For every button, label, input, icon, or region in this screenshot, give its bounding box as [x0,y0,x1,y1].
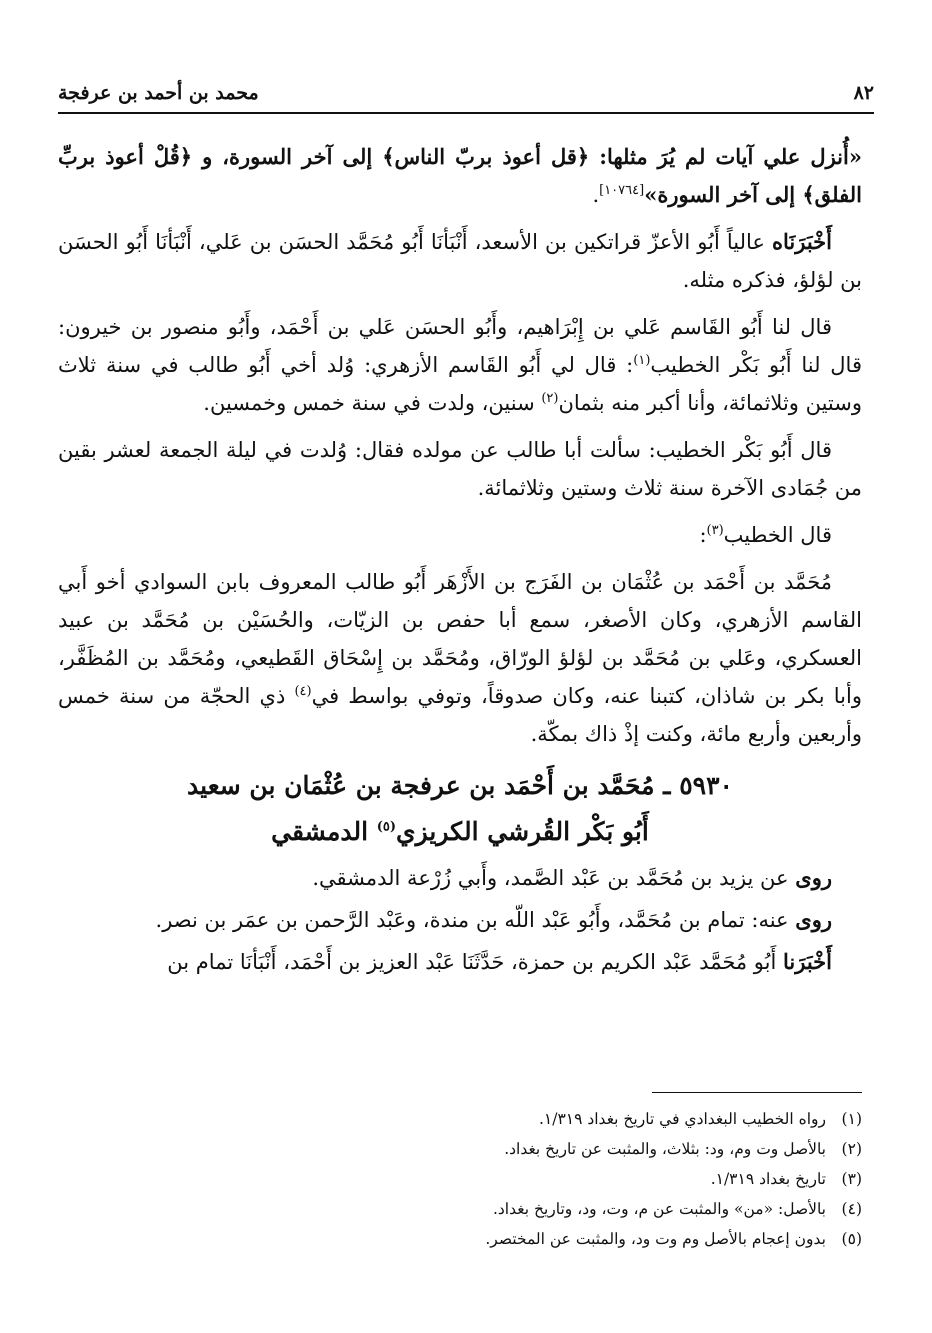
paragraph-text: قال لنا أَبُو القَاسم عَلي بن إِبْرَاهيم، وأَبُو الحسَن عَلي بن أَحْمَد، وأَبُو منصور بن خيرون: قال لنا أَبُو بَكْر الخطيب [58,315,862,377]
paragraph-hadith [58,138,862,214]
footnote-ref-3: (٣) [706,523,724,538]
paragraph-qala-lana [58,308,862,422]
footnote-text: بالأصل: «من» والمثبت عن م، وت، ود، وتاريخ بغداد. [492,1200,826,1218]
entry-title: ٥٩٣٠ ـ مُحَمَّد بن أَحْمَد بن عرفجة بن عُثْمَان بن سعيد [187,771,733,800]
paragraph-text: عنه: تمام بن مُحَمَّد، وأَبُو عَبْد اللّه بن مندة، وعَبْد الرَّحمن بن عمَر بن نصر. [155,908,796,932]
lead-word: أَخْبَرَنا [783,949,832,974]
footnote-text: رواه الخطيب البغدادي في تاريخ بغداد ١/٣١٩. [538,1110,826,1128]
footnotes [300,1104,862,1254]
paragraph-text: عن يزيد بن مُحَمَّد بن عَبْد الصَّمد، وأَبي زُرْعة الدمشقي. [312,866,796,890]
footnote-ref-1: (١) [633,353,651,368]
footnote-number: (١) [841,1110,862,1128]
paragraph-text: : قال لي أَبُو القَاسم الأزهري: وُلد أخي أَبُو طالب في سنة ثلاث وستين وثلاثمائة، وأنا أكبر منه بثمان [58,353,862,415]
main-text [58,138,862,990]
footnote-text: بدون إعجام بالأصل وم وت ود، والمثبت عن المختصر. [485,1230,826,1248]
entry-subtitle-text: أَبُو بَكْر القُرشي الكريزي [396,817,649,846]
paragraph-text: قال الخطيب [723,523,832,547]
paragraph-khatib [58,431,862,507]
hadith-ref-number: [١٠٧٦٤] [599,183,645,198]
running-title: محمد بن أحمد بن عرفجة [58,82,259,104]
footnote-ref-5: (٥) [376,819,397,835]
paragraph-qala-khatib [58,516,862,554]
footnote-number: (٥) [841,1230,862,1248]
paragraph-rawa [58,859,862,897]
paragraph-rawa-anhu [58,901,862,939]
lead-word: أَخْبَرَنَاه [772,229,832,254]
footnote-item [300,1104,862,1134]
paragraph-text: عالياً أَبُو الأعزّ قراتكين بن الأسعد، أَنْبَأنَا أَبُو مُحَمَّد الحسَن بن عَلي، أَنْبَأنَا أَبُو الحسَن بن لؤلؤ، فذكره مثله. [58,230,862,292]
punctuation: . [592,183,600,207]
paragraph-akhbaranah [58,223,862,299]
footnote-text: بالأصل وت وم، ود: بثلاث، والمثبت عن تاريخ بغداد. [504,1140,826,1158]
paragraph-akhbarana [58,943,862,981]
lead-word: روى [795,865,832,890]
hadith-quote: «أُنزل علي آيات لم يُرَ مثلها: ﴿قل أعوذ بربّ الناس﴾ إلى آخر السورة، و ﴿قُلْ أعوذ بربِّ الفلق﴾ إلى آخر السورة» [58,144,862,207]
footnote-number: (٢) [841,1140,862,1158]
header-divider [58,112,874,114]
paragraph-text: ذي الحجّة من سنة خمس وأربعين وأربع مائة، وكنت إذْ ذاك بمكّة. [58,684,862,746]
footnote-ref-4: (٤) [294,684,312,699]
footnote-item [300,1194,862,1224]
entry-subtitle [58,809,862,855]
paragraph-text: أَبُو مُحَمَّد عَبْد الكريم بن حمزة، حَدَّثَنَا عَبْد العزيز بن أَحْمَد، أَنْبَأنَا تمام بن [167,950,784,974]
entry-subtitle-end: الدمشقي [271,817,377,846]
paragraph-text: قال أَبُو بَكْر الخطيب: سألت أبا طالب عن مولده فقال: وُلدت في ليلة الجمعة لعشر بقين من جُمَادى الآخرة سنة ثلاث وستين وثلاثمائة. [58,438,862,500]
footnote-ref-2: (٢) [541,391,559,406]
footnote-item [300,1164,862,1194]
footnote-text: تاريخ بغداد ١/٣١٩. [710,1170,826,1188]
footnote-number: (٤) [841,1200,862,1218]
paragraph-text: سنين، ولدت في سنة خمس وخمسين. [203,391,542,415]
footnote-item [300,1134,862,1164]
footnote-number: (٣) [841,1170,862,1188]
punctuation: : [699,523,707,547]
paragraph-biography [58,563,862,753]
footnote-item [300,1224,862,1254]
paragraph-text: مُحَمَّد بن أَحْمَد بن عُثْمَان بن الفَرَج بن الأَزْهَر أَبُو طالب المعروف بابن السوادي أخو أَبي القاسم الأزهري، وكان الأصغر، سمع أبا حفص بن الزيّات، والحُسَيْن بن مُحَمَّد بن عبيد العسكري، وعَلي بن مُحَمَّد بن لؤلؤ الورّاق، ومُحَمَّد بن إِسْحَاق القَطيعي، ومُحَمَّد بن المُظَفَّر، وأبا بكر بن شاذان، كتبنا عنه، وكان صدوقاً، وتوفي بواسط في [58,570,863,708]
footnote-divider [652,1092,862,1093]
page-header [58,74,874,104]
lead-word: روى [795,907,832,932]
page-number: ٨٢ [853,82,874,104]
